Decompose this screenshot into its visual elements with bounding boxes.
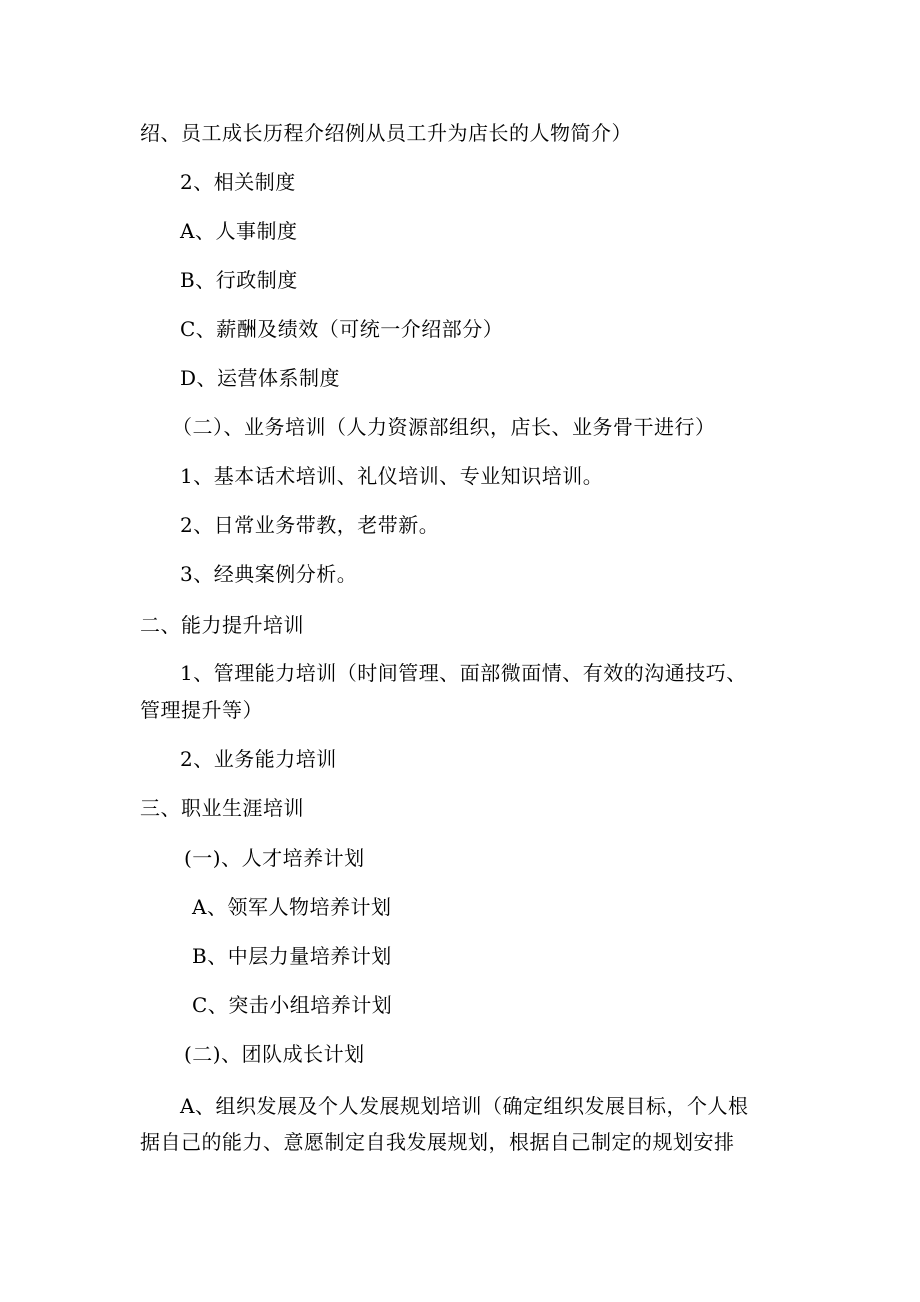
text-line-middle-level-plan: B、中层力量培养计划 (192, 944, 392, 968)
text-line-intro-continuation: 绍、员工成长历程介绍例从员工升为店长的人物简介） (140, 121, 632, 145)
text-line-operation-system: D、运营体系制度 (180, 366, 341, 390)
text-line-ability-training-heading: 二、能力提升培训 (140, 613, 304, 637)
text-line-leader-plan: A、领军人物培养计划 (192, 895, 392, 919)
text-line-basic-training: 1、基本话术培训、礼仪培训、专业知识培训。 (180, 464, 604, 488)
text-line-development-planning-continued: 据自己的能力、意愿制定自我发展规划，根据自己制定的规划安排 (140, 1130, 735, 1154)
text-line-team-growth-plan: (二)、团队成长计划 (184, 1042, 365, 1066)
text-line-case-analysis: 3、经典案例分析。 (180, 562, 358, 586)
text-line-career-training-heading: 三、职业生涯培训 (140, 796, 304, 820)
text-line-daily-coaching: 2、日常业务带教，老带新。 (180, 513, 440, 537)
text-line-compensation-performance: C、薪酬及绩效（可统一介绍部分） (180, 317, 504, 341)
text-line-management-training: 1、管理能力培训（时间管理、面部微面情、有效的沟通技巧、 (180, 661, 747, 685)
text-line-talent-plan: (一)、人才培养计划 (184, 846, 365, 870)
text-line-personnel-system: A、人事制度 (180, 219, 298, 243)
text-line-related-systems: 2、相关制度 (180, 170, 296, 194)
text-line-business-training-heading: （二）、业务培训（人力资源部组织，店长、业务骨干进行） (172, 415, 716, 439)
text-line-management-training-continued: 管理提升等） (140, 698, 263, 722)
text-line-development-planning: A、组织发展及个人发展规划培训（确定组织发展目标，个人根 (180, 1094, 749, 1118)
text-line-task-force-plan: C、突击小组培养计划 (192, 993, 393, 1017)
text-line-administrative-system: B、行政制度 (180, 268, 298, 292)
text-line-business-ability-training: 2、业务能力培训 (180, 747, 337, 771)
